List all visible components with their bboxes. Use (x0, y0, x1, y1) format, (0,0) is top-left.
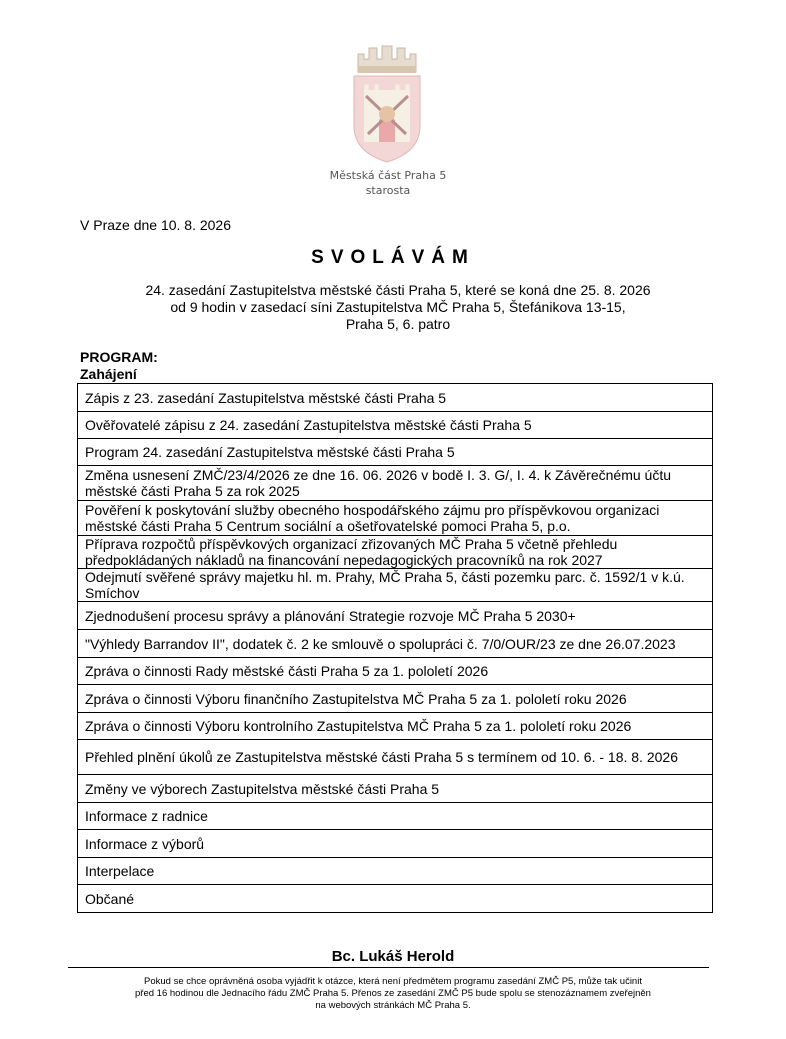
date-line: V Praze dne 10. 8. 2026 (80, 217, 231, 233)
agenda-row (78, 713, 713, 740)
agenda-item: Zjednodušení procesu správy a plánování Strategie rozvoje MČ Praha 5 2030+ (78, 602, 713, 630)
agenda-row (78, 830, 713, 858)
agenda-item: Zpráva o činnosti Výboru finančního Zastupitelstva MČ Praha 5 za 1. pololetí roku 2026 (78, 685, 713, 713)
meeting-line-1: 24. zasedání Zastupitelstva městské části Praha 5, které se koná dne 25. 8. 2026 (145, 282, 651, 298)
program-label: PROGRAM: (80, 349, 158, 365)
agenda-row (78, 685, 713, 713)
agenda-row (78, 602, 713, 630)
agenda-row (78, 775, 713, 803)
agenda-item: Informace z radnice (78, 803, 713, 830)
organization-header (290, 168, 486, 198)
section-label: Zahájení (80, 366, 137, 382)
meeting-line-3: Praha 5, 6. patro (345, 316, 451, 332)
meeting-line-2: od 9 hodin v zasedací síni Zastupitelstva MČ Praha 5, Štefánikova 13-15, (170, 299, 626, 315)
signature-name: Bc. Lukáš Herold (331, 948, 455, 965)
footer-note (80, 976, 706, 1012)
agenda-item: Zpráva o činnosti Výboru kontrolního Zastupitelstva MČ Praha 5 za 1. pololetí roku 2026 (78, 713, 713, 740)
agenda-row (78, 536, 713, 569)
footer-line-1: Pokud se chce oprávněná osoba vyjádřit k otázce, která není předmětem programu zasedání ZMČ P5, může tak učinit (144, 976, 642, 987)
agenda-row (78, 569, 713, 602)
footer-line-3: na webových stránkách MČ Praha 5. (315, 1000, 471, 1011)
agenda-item: Interpelace (78, 858, 713, 885)
city-crest-logo (348, 44, 426, 164)
agenda-item: Příprava rozpočtů příspěvkových organizací zřizovaných MČ Praha 5 včetně přehledu předpokládaných nákladů na financování nepedagogických pracovníků na rok 2027 (78, 536, 713, 569)
agenda-row (78, 803, 713, 830)
agenda-row (78, 439, 713, 466)
agenda-item: Program 24. zasedání Zastupitelstva městské části Praha 5 (78, 439, 713, 466)
agenda-row (78, 740, 713, 775)
agenda-row (78, 885, 713, 913)
agenda-row (78, 630, 713, 658)
agenda-row (78, 501, 713, 536)
footer-line-2: před 16 hodinou dle Jednacího řádu ZMČ Praha 5. Přenos ze zasedání ZMČ P5 bude spolu se stenozáznamem zveřejněn (135, 988, 651, 999)
agenda-item: Změny ve výborech Zastupitelstva městské části Praha 5 (78, 775, 713, 803)
agenda-item: Ověřovatelé zápisu z 24. zasedání Zastupitelstva městské části Praha 5 (78, 412, 713, 439)
agenda-row (78, 658, 713, 685)
footer-divider (68, 967, 709, 968)
agenda-item: Odejmutí svěřené správy majetku hl. m. Prahy, MČ Praha 5, části pozemku parc. č. 1592/1 v k.ú. Smíchov (78, 569, 713, 602)
document-title: SVOLÁVÁM (311, 247, 475, 268)
agenda-table (77, 383, 713, 913)
agenda-item: Zpráva o činnosti Rady městské části Praha 5 za 1. pololetí 2026 (78, 658, 713, 685)
meeting-description (110, 282, 686, 333)
agenda-item: Občané (78, 885, 713, 913)
agenda-item: "Výhledy Barrandov II", dodatek č. 2 ke smlouvě o spolupráci č. 7/0/OUR/23 ze dne 26.07.2023 (78, 630, 713, 658)
agenda-item: Pověření k poskytování služby obecného hospodářského zájmu pro příspěvkovou organizaci městské části Praha 5 Centrum sociální a ošetřovatelské pomoci Praha 5, p.o. (78, 501, 713, 536)
agenda-row (78, 384, 713, 412)
organization-role: starosta (365, 184, 411, 197)
agenda-item: Změna usnesení ZMČ/23/4/2026 ze dne 16. 06. 2026 v bodě I. 3. G/, I. 4. k Závěrečnému účtu městské části Praha 5 za rok 2025 (78, 466, 713, 501)
agenda-row (78, 412, 713, 439)
agenda-row (78, 858, 713, 885)
agenda-item: Přehled plnění úkolů ze Zastupitelstva městské části Praha 5 s termínem od 10. 6. - 18. 8. 2026 (78, 740, 713, 775)
agenda-row (78, 466, 713, 501)
agenda-item: Zápis z 23. zasedání Zastupitelstva městské části Praha 5 (78, 384, 713, 412)
organization-name: Městská část Praha 5 (329, 169, 447, 182)
agenda-item: Informace z výborů (78, 830, 713, 858)
